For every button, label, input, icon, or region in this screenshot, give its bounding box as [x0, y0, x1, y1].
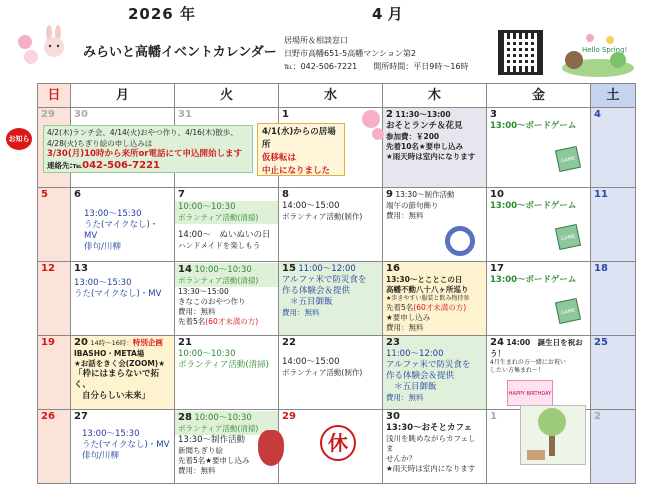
day-cell: [591, 188, 636, 262]
boardgame-icon: GAME: [555, 298, 581, 324]
day-cell: [175, 336, 279, 410]
day-number: 22: [282, 337, 296, 348]
event-line: ★歩きやすい服装と飲み物持参: [386, 295, 470, 302]
day-cell: [38, 262, 71, 336]
notice-line: 中止になりました: [262, 166, 331, 176]
event-line: ＊五目御飯: [394, 382, 437, 392]
event-line: 費用：無料: [178, 307, 216, 316]
event-line: ★要申し込み: [386, 313, 431, 322]
event-line: 13:30～制作活動: [395, 190, 455, 199]
event-line: 13:00～15:30: [84, 209, 142, 219]
event-line: 浅川を眺めながらカフェしま: [386, 434, 476, 453]
event-line: 作る体験会＆提供: [386, 371, 455, 381]
event-line: 14:00 誕生日を祝おう！: [490, 338, 583, 358]
notice-line: 4/1(水)からの居場所: [262, 127, 336, 150]
event-line: 俳句/川柳: [82, 451, 119, 461]
day-cell: [38, 336, 71, 410]
day-number: 6: [74, 189, 81, 200]
day-number: 15: [282, 263, 296, 274]
day-cell: [71, 410, 175, 484]
notice-line: 4/2(木)ランチ会、4/14(火)おやつ作り、4/16(木)散歩、: [47, 128, 238, 137]
event-line: きなこのおやつ作り: [178, 297, 246, 306]
event-line: ＊五目御飯: [290, 297, 333, 307]
weekday-wed: 水: [279, 84, 383, 108]
day-cell: [383, 108, 487, 188]
day-cell: [487, 336, 591, 410]
day-number: 1: [282, 109, 289, 120]
day-number: 1: [490, 411, 497, 422]
event-line: ボランティア活動(清掃): [178, 360, 269, 370]
event-line: 13:00～15:30: [82, 429, 140, 439]
event-line: 費用：無料: [386, 393, 424, 402]
flower-icon: [18, 35, 32, 49]
event-line: 13:30～15:00: [178, 287, 229, 296]
event-line: 13:30～とことこの日: [386, 275, 463, 284]
day-number: 24: [490, 337, 504, 348]
week-row: [38, 336, 636, 410]
day-number: 8: [282, 189, 289, 200]
event-line: 先着5名(60才未満の方): [386, 303, 467, 312]
event-line: 13:00～ボードゲーム: [490, 121, 577, 131]
event-line: 高幡不動八十八ヶ所巡り: [386, 285, 469, 294]
event-line: アルファ米で防災食を: [282, 275, 367, 285]
day-cell: [487, 262, 591, 336]
event-line: うた(マイクなし)・MV: [82, 440, 170, 450]
event-line: したい方集まれ～！: [490, 367, 545, 374]
event-line: 費用：無料: [178, 466, 216, 475]
event-line: 4月生まれの方一緒にお祝い: [490, 359, 566, 366]
day-number: 16: [386, 263, 400, 274]
hello-spring-text: Hello Spring!: [582, 46, 628, 54]
weekday-thu: 木: [383, 84, 487, 108]
relocation-notice: [257, 123, 345, 176]
day-cell: [71, 336, 175, 410]
event-line: 14:00～ ぬいぬいの日: [178, 230, 271, 240]
day-number: 3: [490, 109, 497, 120]
day-number: 10: [490, 189, 504, 200]
event-line: 費用：無料: [386, 211, 424, 220]
day-number: 9: [386, 189, 393, 200]
wreath-icon: [445, 226, 475, 256]
day-number: 11: [594, 189, 608, 200]
event-line: 「枠にはまらないで拓く、: [74, 369, 160, 390]
calendar-year: 2026 年: [128, 5, 196, 23]
event-line: 10:00～10:30: [178, 349, 236, 359]
day-number: 21: [178, 337, 192, 348]
rabbit-illustration: [40, 25, 68, 59]
day-cell: [591, 108, 636, 188]
day-cell: [71, 262, 175, 336]
day-cell: [38, 188, 71, 262]
event-line: うた(マイクなし)・MV: [84, 220, 159, 241]
day-number: 29: [282, 411, 296, 422]
birthday-cake-icon: HAPPY BIRTHDAY: [507, 380, 553, 406]
event-block: [175, 201, 278, 224]
weekday-tue: 火: [175, 84, 279, 108]
day-number: 29: [41, 109, 55, 120]
day-number: 28: [178, 412, 192, 423]
event-line: 特別企画: [132, 338, 163, 347]
strawberry-illustration: [258, 430, 284, 466]
event-line: ボランティア活動(清掃): [178, 213, 259, 222]
day-cell: [279, 188, 383, 262]
event-line: 費用：無料: [282, 308, 320, 317]
event-line: 13:30～おそとカフェ: [386, 423, 473, 433]
day-cell: [591, 336, 636, 410]
event-line: ★雨天時は室内になります: [386, 464, 476, 473]
notice-line: 連絡先:℡042-506-7221: [47, 160, 160, 171]
event-line: 作る体験会＆提供: [282, 286, 351, 296]
flower-icon: [24, 50, 38, 64]
day-cell: [383, 336, 487, 410]
event-line: 11:30～13:00: [395, 110, 451, 119]
day-number: 26: [41, 411, 55, 422]
event-block: [74, 209, 171, 253]
event-line: 10:00～10:30: [194, 265, 252, 275]
day-number: 23: [386, 337, 400, 348]
day-number: 27: [74, 411, 88, 422]
day-number: 20: [74, 337, 88, 348]
day-cell: [175, 262, 279, 336]
info-line: ℡：042-506-7221 開所時間：平日9時～16時: [284, 62, 469, 71]
notice-line: 3/30(月)10時から来所or電話にて申込開始します: [47, 149, 242, 159]
day-number: 31: [178, 109, 192, 120]
day-number: 30: [74, 109, 88, 120]
event-line: 先着5名(60才未満の方): [178, 317, 259, 326]
event-line: ★お話をきく会(ZOOM)★: [74, 359, 165, 368]
event-line: 新聞ちぎり絵: [178, 446, 223, 455]
event-line: ボランティア活動(制作): [282, 368, 363, 377]
event-line: 先着10名★要申し込み: [386, 142, 464, 151]
event-line: 10:00～10:30: [178, 202, 236, 212]
event-line: ボランティア活動(清掃): [178, 276, 259, 285]
event-line: ハンドメイドを楽しもう: [178, 241, 261, 250]
week-row: [38, 262, 636, 336]
qr-code-icon[interactable]: [498, 30, 543, 75]
day-cell: [383, 188, 487, 262]
day-number: 30: [386, 411, 400, 422]
info-line: 日野市高幡651-5高幡マンション第2: [284, 49, 416, 58]
day-number: 19: [41, 337, 55, 348]
day-cell: [591, 410, 636, 484]
event-line: ★雨天時は室内になります: [386, 152, 476, 161]
closed-day-mark: 休: [320, 425, 356, 461]
notice-badge: お知らせ: [6, 128, 32, 150]
day-number: 14: [178, 264, 192, 275]
event-block: [74, 429, 171, 462]
info-line: 居場所＆相談窓口: [284, 36, 348, 45]
cherry-blossom-icon: [372, 128, 384, 140]
boardgame-icon: GAME: [555, 224, 581, 250]
event-line: 11:00～12:00: [298, 264, 356, 274]
weekday-fri: 金: [487, 84, 591, 108]
day-number: 2: [594, 411, 601, 422]
event-line: 14時～16時：: [90, 339, 133, 347]
day-number: 5: [41, 189, 48, 200]
event-line: 参加費：￥200: [386, 132, 440, 141]
day-number: 13: [74, 263, 88, 274]
day-number: 12: [41, 263, 55, 274]
event-line: 14:00～15:00: [282, 201, 340, 211]
day-number: 25: [594, 337, 608, 348]
weekday-sun: 日: [38, 84, 71, 108]
event-line: 13:30～制作活動: [178, 435, 245, 445]
day-number: 4: [594, 109, 601, 120]
calendar-month: 4 月: [372, 5, 403, 23]
event-line: 11:00～12:00: [386, 349, 444, 359]
day-cell: [591, 262, 636, 336]
weekday-mon: 月: [71, 84, 175, 108]
event-line: 俳句/川柳: [84, 242, 121, 252]
page-title: みらいと高幡イベントカレンダー: [83, 45, 277, 60]
event-line: 費用：無料: [386, 323, 424, 332]
weekday-header: [38, 84, 636, 108]
event-line: 13:00～ボードゲーム: [490, 201, 577, 211]
day-cell: [487, 188, 591, 262]
boardgame-icon: GAME: [555, 146, 581, 172]
event-line: 13:00～15:30: [74, 278, 132, 288]
event-line: 10:00～10:30: [194, 413, 252, 423]
event-line: 14:00～15:00: [282, 357, 340, 367]
event-line: うた(マイクなし)・MV: [74, 289, 162, 299]
info-block: [284, 34, 469, 73]
event-line: IBASHO・META場: [74, 349, 145, 358]
spring-illustration: [560, 30, 635, 78]
day-number: 18: [594, 263, 608, 274]
event-block: [175, 263, 278, 287]
day-cell: [487, 108, 591, 188]
event-line: せんか？: [386, 454, 416, 463]
day-cell: [38, 410, 71, 484]
day-cell: [279, 262, 383, 336]
event-line: アルファ米で防災食を: [386, 360, 471, 370]
day-cell: [383, 410, 487, 484]
event-line: ボランティア活動(制作): [282, 212, 363, 221]
notice-line: 4/28(火)ちぎり絵の申し込みは: [47, 139, 153, 148]
event-line: おそとランチ＆花見: [386, 121, 463, 131]
day-cell: [279, 336, 383, 410]
weekday-sat: 土: [591, 84, 636, 108]
day-cell: [383, 262, 487, 336]
day-cell: [71, 188, 175, 262]
event-line: 先着5名★要申し込み: [178, 456, 250, 465]
event-line: 自分らしい未来」: [82, 391, 151, 401]
day-number: 2: [386, 109, 393, 120]
week-row: [38, 188, 636, 262]
event-block: [74, 278, 171, 300]
notice-box: [43, 125, 253, 173]
day-number: 7: [178, 189, 185, 200]
day-number: 17: [490, 263, 504, 274]
cherry-blossom-icon: [362, 110, 380, 128]
event-line: 端午の節句飾り: [386, 201, 439, 210]
notice-line: 仮移転は: [262, 153, 297, 163]
day-cell: [175, 188, 279, 262]
cafe-illustration: [520, 405, 586, 465]
event-line: ボランティア活動(清掃): [178, 424, 259, 433]
event-line: 13:00～ボードゲーム: [490, 275, 577, 285]
